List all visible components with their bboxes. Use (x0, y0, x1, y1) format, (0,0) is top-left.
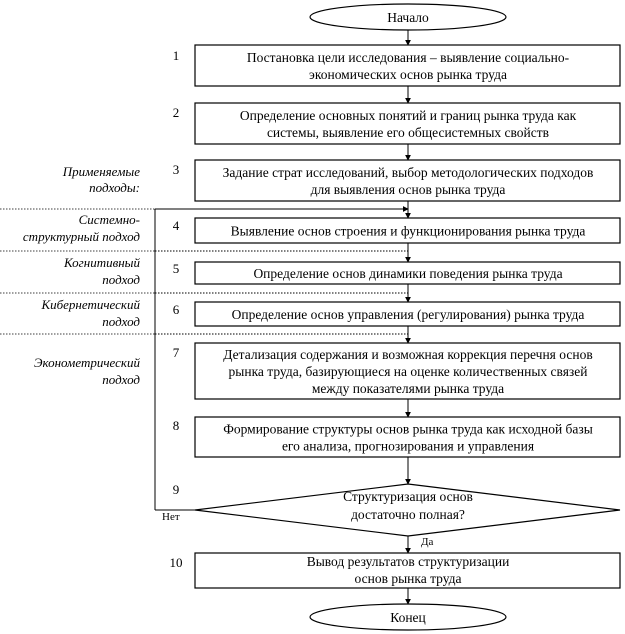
approach-label-1: подходы: (89, 180, 140, 195)
step-text-7: между показателями рынка труда (311, 381, 505, 396)
approach-label-2: Системно- (78, 212, 140, 227)
approach-label-4: Кибернетический (41, 297, 140, 312)
step-text-7: Детализация содержания и возможная коррекция перечня основ (223, 347, 593, 362)
step-number-8: 8 (172, 418, 180, 433)
approach-label-5: подход (102, 372, 140, 387)
step-text-7: рынка труда, базирующиеся на оценке количественных связей (228, 364, 588, 379)
yes-label: Да (421, 536, 434, 548)
approach-label-3: подход (102, 272, 140, 287)
result-text: Вывод результатов структуризации (306, 554, 510, 569)
end-label: Конец (390, 610, 426, 625)
text-layer (23, 10, 593, 625)
approach-label-2: структурный подход (22, 229, 140, 244)
step-text-6: Определение основ управления (регулирования) рынка труда (231, 307, 585, 322)
step-text-5: Определение основ динамики поведения рынка труда (253, 266, 563, 281)
step-text-4: Выявление основ строения и функционирования рынка труда (230, 223, 586, 239)
step-text-1: Постановка цели исследования – выявление социально- (246, 50, 570, 65)
approach-label-4: подход (102, 314, 140, 329)
step-number-4: 4 (172, 218, 180, 233)
start-label: Начало (387, 10, 429, 25)
step-text-8: Формирование структуры основ рынка труда как исходной базы (223, 421, 593, 437)
step-text-3: для выявления основ рынка труда (310, 182, 506, 197)
step-text-2: системы, выявление его общесистемных свойств (266, 125, 550, 140)
step-number-6: 6 (172, 302, 180, 317)
step-text-2: Определение основных понятий и границ рынка труда как (239, 108, 577, 123)
step-number-2: 2 (172, 105, 180, 120)
step-text-8: его анализа, прогнозирования и управления (281, 438, 535, 454)
approach-label-3: Когнитивный (64, 255, 140, 270)
step-number-1: 1 (172, 48, 180, 63)
step-number-3: 3 (172, 162, 180, 177)
decision-text: Структуризация основ (343, 489, 473, 504)
decision-text: достаточно полная? (351, 507, 465, 522)
step-number-5: 5 (172, 261, 180, 276)
approach-label-1: Применяемые (62, 164, 140, 179)
no-label: Нет (162, 511, 180, 523)
approach-label-5: Эконометрический (34, 355, 140, 370)
result-text: основ рынка труда (354, 571, 462, 586)
decision-number: 9 (172, 482, 180, 497)
result-number: 10 (169, 555, 183, 570)
step-text-3: Задание страт исследований, выбор методологических подходов (222, 165, 594, 180)
step-text-1: экономических основ рынка труда (309, 67, 507, 82)
step-number-7: 7 (172, 345, 180, 360)
